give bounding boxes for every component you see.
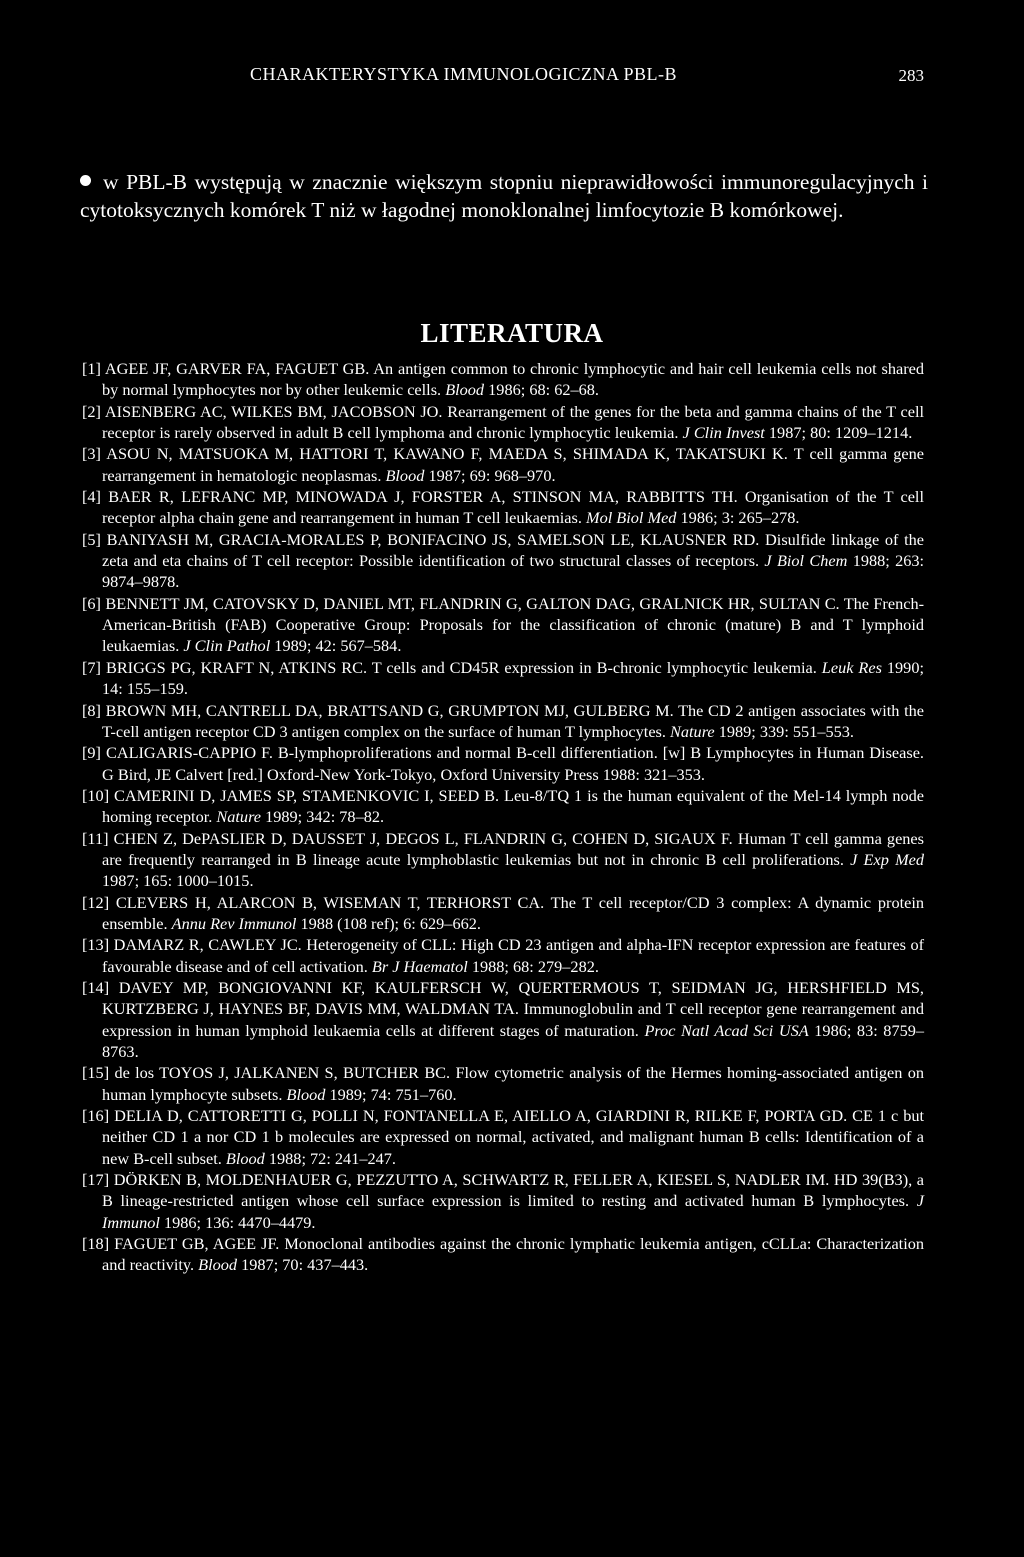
- running-title: CHARAKTERYSTYKA IMMUNOLOGICZNA PBL-B: [250, 64, 678, 84]
- reference-title: The CD 2 antigen associates with the T-cell antigen receptor CD 3 antigen complex on the surface of human T lymphocytes.: [102, 700, 924, 741]
- reference-number: [5]: [82, 529, 101, 549]
- reference-journal: Blood: [286, 1084, 326, 1104]
- reference-number: [12]: [82, 892, 110, 912]
- reference-authors: AISENBERG AC, WILKES BM, JACOBSON JO.: [104, 401, 443, 421]
- reference-number: [13]: [82, 935, 110, 955]
- reference-journal: Mol Biol Med: [586, 508, 677, 528]
- reference-item: [82, 1169, 924, 1233]
- reference-list: [82, 358, 924, 1276]
- reference-title: Human T cell gamma genes are frequently rearranged in B lineage acute lymphoblastic leukemias but not in chronic B cell proliferations.: [102, 828, 924, 869]
- reference-authors: BRIGGS PG, KRAFT N, ATKINS RC.: [105, 657, 368, 677]
- reference-journal: J Exp Med: [850, 849, 924, 869]
- reference-journal: Nature: [670, 721, 715, 741]
- section-heading: LITERATURA: [420, 318, 604, 349]
- reference-item: [82, 742, 924, 785]
- reference-title: Immunoglobulin and T cell receptor gene rearrangement and expression in human lymphoid leukaemia cells at different stages of maturation.: [102, 999, 924, 1040]
- reference-title: CE 1 c but neither CD 1 a nor CD 1 b molecules are expressed on normal, activated, and malignant human B cells: Identification of a new B-cell subset.: [102, 1106, 925, 1168]
- reference-journal: Nature: [216, 807, 262, 827]
- reference-authors: DÖRKEN B, MOLDENHAUER G, PEZZUTTO A, SCHWARTZ R, FELLER A, KIESEL S, NADLER IM.: [113, 1170, 830, 1190]
- reference-item: [82, 443, 924, 486]
- reference-number: [1]: [82, 359, 101, 378]
- reference-title: T cell gamma gene rearrangement in hematologic neoplasmas.: [102, 444, 925, 485]
- reference-title: An antigen common to chronic lymphocytic and hair cell leukemia cells not shared by normal lymphocytes nor by other leukemic cells.: [102, 359, 925, 400]
- reference-item: [82, 593, 924, 657]
- reference-title: Heterogeneity of CLL: High CD 23 antigen and alpha-IFN receptor expression are features of favourable disease and of cell activation.: [102, 935, 925, 976]
- reference-citation: 1986; 3: 265–278.: [680, 508, 800, 528]
- reference-number: [18]: [82, 1234, 110, 1254]
- reference-item: [82, 700, 924, 743]
- reference-journal: Blood: [198, 1255, 238, 1275]
- page-number: 283: [898, 66, 924, 85]
- reference-authors: de los TOYOS J, JALKANEN S, BUTCHER BC.: [114, 1063, 451, 1083]
- reference-journal: J Immunol: [102, 1191, 924, 1232]
- bullet-paragraph: [80, 168, 928, 224]
- reference-authors: DAVEY MP, BONGIOVANNI KF, KAULFERSCH W, QUERTERMOUS T, SEIDMAN JG, HERSHFIELD MS, KURTZBERG J, HAYNES BF, DAVIS MM, WALDMAN TA.: [102, 977, 924, 1019]
- reference-journal: Annu Rev Immunol: [171, 913, 297, 933]
- reference-authors: BANIYASH M, GRACIA-MORALES P, BONIFACINO JS, SAMELSON LE, KLAUSNER RD.: [106, 529, 760, 549]
- reference-citation: 1988; 68: 279–282.: [471, 956, 599, 976]
- reference-item: [82, 358, 924, 401]
- reference-number: [7]: [82, 657, 101, 677]
- reference-title: T cells and CD45R expression in B-chronic lymphocytic leukemia.: [371, 657, 817, 677]
- reference-citation: 1989; 74: 751–760.: [329, 1084, 457, 1104]
- reference-number: [15]: [82, 1063, 110, 1083]
- reference-item: [82, 1105, 924, 1169]
- reference-citation: 1987; 69: 968–970.: [428, 465, 556, 485]
- reference-number: [3]: [82, 444, 101, 464]
- reference-number: [16]: [82, 1106, 110, 1126]
- reference-number: [11]: [82, 828, 109, 848]
- reference-number: [4]: [82, 487, 101, 507]
- reference-item: [82, 401, 924, 444]
- reference-title: HD 39(B3), a B lineage-restricted antigen whose cell surface expression is limited to resting and activated human B lymphocytes.: [102, 1170, 924, 1211]
- reference-citation: 1988; 72: 241–247.: [268, 1148, 396, 1168]
- reference-number: [10]: [82, 785, 110, 805]
- reference-authors: AGEE JF, GARVER FA, FAGUET GB.: [104, 359, 370, 378]
- reference-authors: BAER R, LEFRANC MP, MINOWADA J, FORSTER A, STINSON MA, RABBITTS TH.: [108, 487, 738, 507]
- reference-citation: 1989; 339: 551–553.: [718, 721, 854, 741]
- reference-citation: 1989; 342: 78–82.: [265, 807, 385, 827]
- reference-citation: 1986; 83: 8759–8763.: [102, 1020, 925, 1061]
- reference-title: The T cell receptor/CD 3 complex: A dynamic protein ensemble.: [102, 892, 925, 933]
- reference-citation: 1990; 14: 155–159.: [102, 657, 924, 699]
- reference-authors: CLEVERS H, ALARCON B, WISEMAN T, TERHORST CA.: [115, 892, 545, 912]
- reference-number: [14]: [82, 977, 110, 997]
- bullet-text: w PBL-B występują w znacznie większym stopniu nieprawidłowości immunoregulacyjnych i cytotoksycznych komórek T niż w łagodnej monoklonalnej limfocytozie B komórkowej.: [80, 169, 928, 222]
- reference-authors: CHEN Z, DePASLIER D, DAUSSET J, DEGOS L, FLANDRIN G, COHEN D, SIGAUX F.: [113, 828, 733, 848]
- reference-item: [82, 657, 924, 700]
- reference-authors: BROWN MH, CANTRELL DA, BRATTSAND G, GRUMPTON MJ, GULBERG M.: [105, 700, 674, 720]
- reference-number: [9]: [82, 743, 101, 763]
- reference-authors: CAMERINI D, JAMES SP, STAMENKOVIC I, SEED B.: [114, 785, 500, 805]
- reference-journal: Leuk Res: [821, 657, 882, 677]
- reference-item: [82, 977, 924, 1062]
- reference-authors: DAMARZ R, CAWLEY JC.: [113, 935, 302, 955]
- reference-title: Rearrangement of the genes for the beta and gamma chains of the T cell receptor is rarely observed in adult B cell lymphoma and chronic lymphocytic leukemia.: [102, 401, 924, 443]
- reference-citation: 1987; 165: 1000–1015.: [102, 871, 254, 891]
- reference-title: B-lymphoproliferations and normal B-cell differentiation. [w] B Lymphocytes in Human Disease. G Bird, JE Calvert [red.] Oxford-New York-Tokyo, Oxford University Press 1988: 321–353.: [102, 743, 925, 784]
- reference-citation: 1988 (108 ref); 6: 629–662.: [300, 913, 481, 933]
- reference-title: Monoclonal antibodies against the chronic lymphatic leukemia antigen, cCLLa: Characterization and reactivity.: [102, 1234, 925, 1275]
- reference-item: [82, 486, 924, 529]
- reference-title: Leu-8/TQ 1 is the human equivalent of the Mel-14 lymph node homing receptor.: [102, 785, 924, 827]
- reference-item: [82, 828, 924, 892]
- reference-authors: DELIA D, CATTORETTI G, POLLI N, FONTANELLA E, AIELLO A, GIARDINI R, RILKE F, PORTA GD.: [114, 1106, 848, 1126]
- reference-citation: 1986; 68: 62–68.: [488, 380, 599, 400]
- reference-citation: 1989; 42: 567–584.: [274, 636, 402, 656]
- reference-authors: FAGUET GB, AGEE JF.: [114, 1234, 280, 1254]
- reference-journal: J Clin Invest: [682, 423, 765, 443]
- reference-journal: Blood: [385, 465, 425, 485]
- reference-authors: CALIGARIS-CAPPIO F.: [105, 743, 273, 763]
- reference-journal: Br J Haematol: [371, 956, 468, 976]
- reference-journal: J Biol Chem: [764, 551, 848, 571]
- reference-title: The French-American-British (FAB) Cooperative Group: Proposals for the classification of chronic (mature) B and T lymphoid leukaemias.: [102, 593, 925, 656]
- running-head: [0, 64, 1024, 92]
- reference-item: [82, 934, 924, 977]
- reference-number: [2]: [82, 401, 101, 421]
- bullet-dot-icon: [80, 175, 91, 186]
- reference-citation: 1988; 263: 9874–9878.: [102, 551, 925, 592]
- reference-journal: Blood: [445, 380, 485, 400]
- reference-number: [17]: [82, 1170, 110, 1190]
- reference-journal: J Clin Pathol: [183, 636, 271, 656]
- reference-item: [82, 892, 924, 935]
- reference-authors: ASOU N, MATSUOKA M, HATTORI T, KAWANO F, MAEDA S, SHIMADA K, TAKATSUKI K.: [106, 444, 788, 464]
- reference-number: [8]: [82, 700, 101, 720]
- reference-title: Flow cytometric analysis of the Hermes homing-associated antigen on human lymphocyte subsets.: [102, 1063, 924, 1104]
- reference-citation: 1987; 70: 437–443.: [241, 1255, 369, 1275]
- reference-title: Disulfide linkage of the zeta and eta chains of T cell receptor: Possible identification of two structural classes of receptors.: [102, 529, 924, 571]
- reference-item: [82, 529, 924, 593]
- reference-citation: 1987; 80: 1209–1214.: [768, 423, 913, 443]
- reference-authors: BENNETT JM, CATOVSKY D, DANIEL MT, FLANDRIN G, GALTON DAG, GRALNICK HR, SULTAN C.: [105, 593, 840, 613]
- reference-number: [6]: [82, 593, 101, 613]
- reference-item: [82, 785, 924, 828]
- reference-item: [82, 1233, 924, 1276]
- reference-item: [82, 1062, 924, 1105]
- reference-citation: 1986; 136: 4470–4479.: [163, 1212, 316, 1232]
- reference-journal: Blood: [225, 1148, 265, 1168]
- reference-title: Organisation of the T cell receptor alpha chain gene and rearrangement in human T cell leukaemias.: [102, 487, 924, 528]
- reference-journal: Proc Natl Acad Sci USA: [644, 1020, 809, 1040]
